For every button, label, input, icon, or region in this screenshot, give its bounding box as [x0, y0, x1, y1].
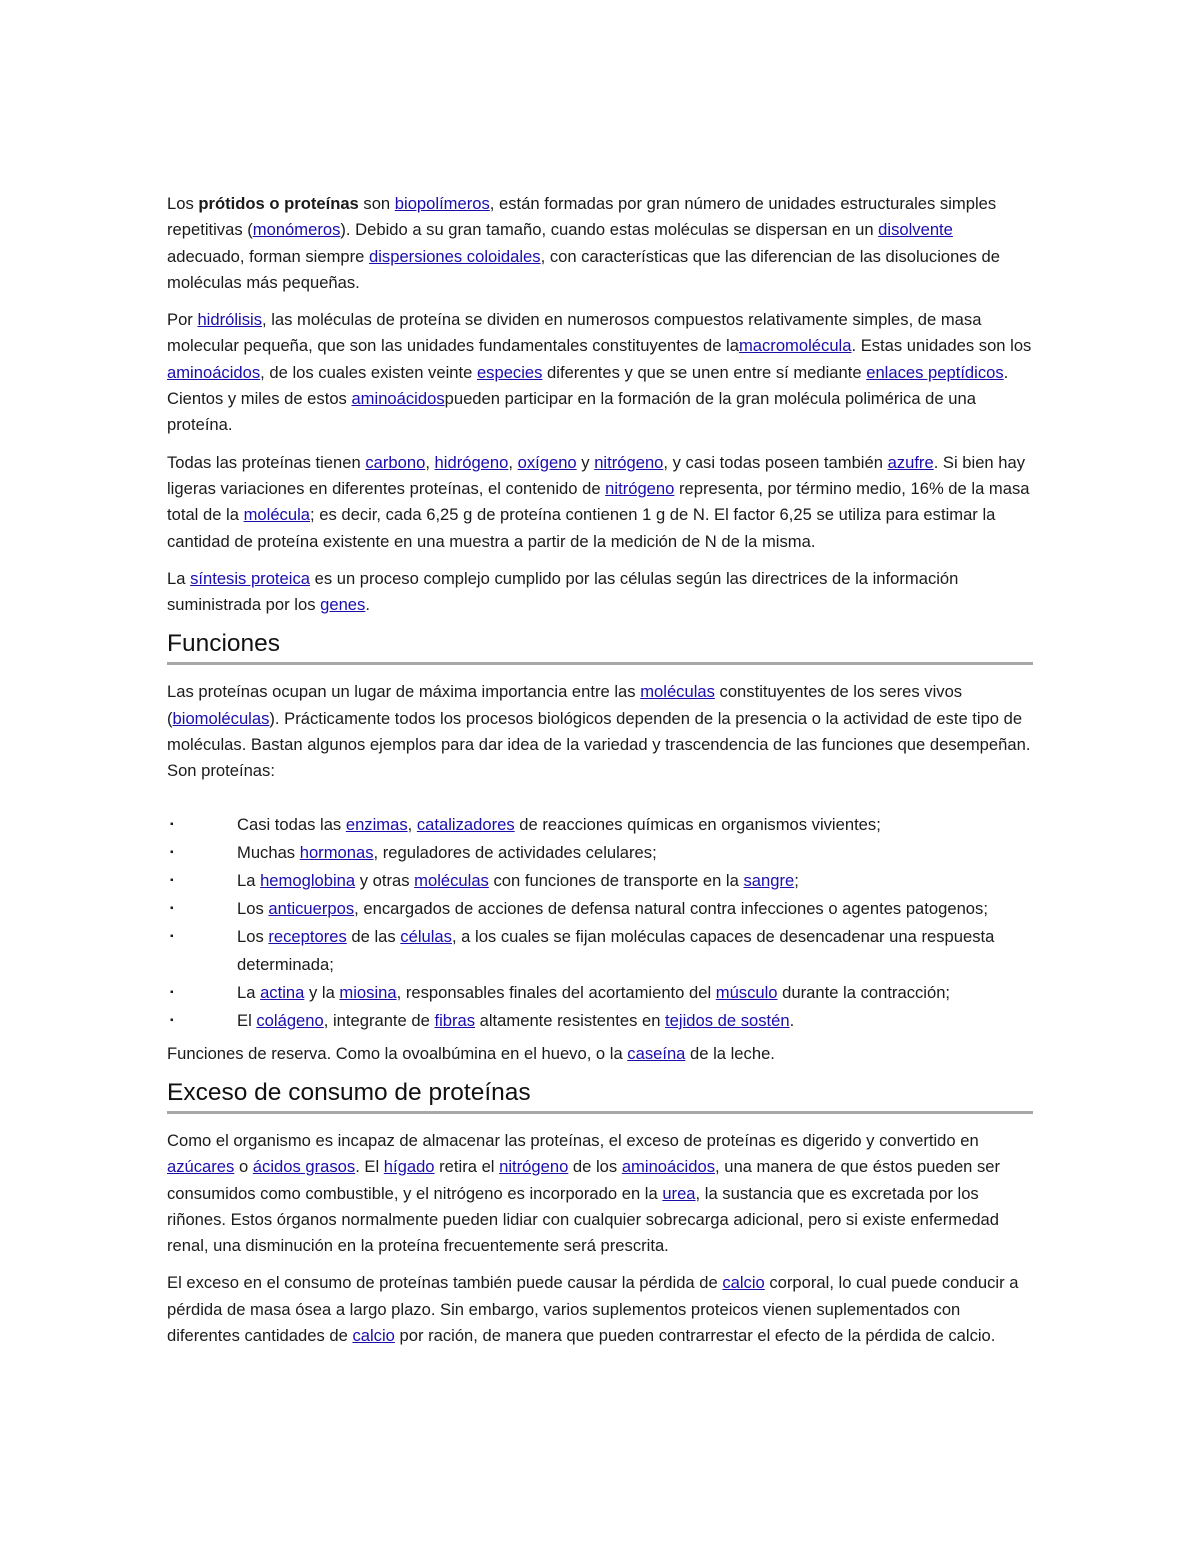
link-catalizadores[interactable]: catalizadores	[416, 814, 515, 834]
text: de las	[346, 926, 401, 946]
text: pueden participar en la formación de la gran molécula polimérica de una proteína.	[167, 389, 976, 435]
text: Los	[237, 898, 269, 918]
text: Funciones de reserva. Como la ovoalbúmina en el huevo, o la	[167, 1043, 628, 1063]
link-enlaces-peptidicos[interactable]: enlaces peptídicos	[866, 362, 1004, 382]
text: Todas las proteínas tienen	[167, 452, 366, 472]
text: corporal, lo cual puede conducir a pérdida de masa ósea a largo plazo. Sin embargo, varios suplementos proteicos vienen suplementados con diferentes cantidades de	[167, 1273, 1019, 1346]
section-heading-funciones: Funciones	[167, 629, 1033, 665]
text: , con características que las diferencian de las disoluciones de moléculas más pequeñas.	[167, 246, 1000, 292]
link-especies[interactable]: especies	[476, 362, 543, 382]
link-tejidos-de-sosten[interactable]: tejidos de sostén	[665, 1010, 790, 1030]
link-nitrogeno[interactable]: nitrógeno	[605, 478, 675, 498]
link-musculo[interactable]: músculo	[715, 982, 778, 1002]
text: Las proteínas ocupan un lugar de máxima importancia entre las	[167, 682, 641, 702]
link-disolvente[interactable]: disolvente	[878, 220, 953, 240]
text: , encargados de acciones de defensa natural contra infecciones o agentes patogenos;	[354, 898, 988, 918]
link-enzimas[interactable]: enzimas	[345, 814, 408, 834]
text: ,	[407, 814, 417, 834]
link-hemoglobina[interactable]: hemoglobina	[260, 870, 356, 890]
link-calcio[interactable]: calcio	[722, 1273, 765, 1293]
link-nitrogeno[interactable]: nitrógeno	[499, 1157, 569, 1177]
text: , responsables finales del acortamiento del	[396, 982, 716, 1002]
text: , una manera de que éstos pueden ser consumidos como combustible, y el nitrógeno es incorporado en la	[167, 1157, 1001, 1203]
link-azucares[interactable]: azúcares	[167, 1157, 235, 1177]
funciones-list	[167, 811, 1033, 1035]
text: de reacciones químicas en organismos vivientes;	[514, 814, 881, 834]
text: La	[167, 568, 191, 588]
intro-paragraph-3	[167, 450, 1033, 555]
link-genes[interactable]: genes	[320, 595, 366, 615]
list-item	[167, 895, 1033, 923]
text: representa, por término medio, 16% de la masa total de la	[167, 478, 1030, 525]
square-bullet-icon: ▪	[170, 818, 174, 830]
text: .	[789, 1010, 795, 1030]
text: adecuado, forman siempre	[167, 246, 370, 266]
link-actina[interactable]: actina	[260, 982, 305, 1002]
link-molecula[interactable]: molécula	[243, 505, 310, 525]
link-fibras[interactable]: fibras	[434, 1010, 476, 1030]
link-aminoacidos[interactable]: aminoácidos	[351, 389, 445, 409]
text: El exceso en el consumo de proteínas también puede causar la pérdida de	[167, 1273, 723, 1293]
text: , están formadas por gran número de unidades estructurales simples repetitivas (	[167, 194, 997, 240]
text: Muchas	[237, 842, 300, 862]
text: , la sustancia que es excretada por los riñones. Estos órganos normalmente pueden lidiar con cualquier sobrecarga adicional, pero si existe enfermedad renal, una disminución en la proteína frecuentemente será prescrita.	[167, 1183, 1000, 1256]
text: La	[237, 870, 261, 890]
text: ,	[425, 452, 435, 472]
section-heading-exceso: Exceso de consumo de proteínas	[167, 1078, 1033, 1114]
exceso-paragraph-2	[167, 1270, 1033, 1349]
text: y otras	[355, 870, 415, 890]
link-carbono[interactable]: carbono	[365, 452, 426, 472]
link-oxigeno[interactable]: oxígeno	[517, 452, 577, 472]
text: La	[237, 982, 261, 1002]
text: ). Debido a su gran tamaño, cuando estas moléculas se dispersan en un	[340, 220, 879, 240]
link-moleculas[interactable]: moléculas	[640, 682, 715, 702]
link-hormonas[interactable]: hormonas	[299, 842, 374, 862]
text: . Si bien hay ligeras variaciones en diferentes proteínas, el contenido de	[167, 452, 1026, 498]
text: con funciones de transporte en la	[488, 870, 744, 890]
link-urea[interactable]: urea	[662, 1183, 696, 1203]
list-item	[167, 1007, 1033, 1035]
link-colageno[interactable]: colágeno	[256, 1010, 324, 1030]
link-anticuerpos[interactable]: anticuerpos	[268, 898, 355, 918]
list-item	[167, 867, 1033, 895]
text: Por	[167, 310, 198, 330]
link-acidos-grasos[interactable]: ácidos grasos	[252, 1157, 356, 1177]
bold-term: prótidos o proteínas	[198, 194, 359, 213]
link-biomoleculas[interactable]: biomoléculas	[172, 708, 270, 728]
text: altamente resistentes en	[475, 1010, 666, 1030]
link-macromolecula[interactable]: macromolécula	[738, 336, 852, 356]
text: ). Prácticamente todos los procesos biológicos dependen de la presencia o la actividad de este tipo de moléculas. Bastan algunos ejemplos para dar idea de la variedad y trascendencia de las funciones que desempeñan. Son proteínas:	[167, 708, 1031, 781]
text: Casi todas las	[237, 814, 346, 834]
text: Como el organismo es incapaz de almacenar las proteínas, el exceso de proteínas es digerido y convertido en	[167, 1130, 979, 1150]
text: , las moléculas de proteína se dividen en numerosos compuestos relativamente simples, de masa molecular pequeña, que son las unidades fundamentales constituyentes de la	[167, 310, 982, 356]
funciones-paragraph-2	[167, 1041, 1033, 1067]
text: . El	[355, 1157, 384, 1177]
text: por ración, de manera que pueden contrarrestar el efecto de la pérdida de calcio.	[394, 1326, 996, 1346]
link-nitrogeno[interactable]: nitrógeno	[594, 452, 664, 472]
link-aminoacidos[interactable]: aminoácidos	[621, 1157, 715, 1177]
text: Los	[237, 926, 269, 946]
text: diferentes y que se unen entre sí mediante	[542, 362, 867, 382]
text: . Cientos y miles de estos	[167, 362, 1009, 409]
text: , a los cuales se fijan moléculas capaces de desencadenar una respuesta determinada;	[237, 926, 995, 974]
text: Los	[167, 194, 199, 213]
link-caseina[interactable]: caseína	[627, 1043, 686, 1063]
intro-paragraph-4	[167, 566, 1033, 619]
text: retira el	[434, 1157, 500, 1177]
link-sintesis-proteica[interactable]: síntesis proteica	[190, 568, 310, 588]
square-bullet-icon: ▪	[170, 874, 174, 886]
text: o	[234, 1157, 253, 1177]
list-item	[167, 979, 1033, 1007]
text: y la	[304, 982, 340, 1002]
link-dispersiones-coloidales[interactable]: dispersiones coloidales	[369, 246, 541, 266]
text: .	[365, 595, 370, 615]
text: , de los cuales existen veinte	[260, 362, 477, 382]
list-item	[167, 811, 1033, 839]
text: y	[576, 452, 595, 472]
text: ,	[508, 452, 518, 472]
text: ; es decir, cada 6,25 g de proteína contienen 1 g de N. El factor 6,25 se utiliza para estimar la cantidad de proteína existente en una muestra a partir de la medición de N de la misma.	[167, 505, 996, 551]
text: de los	[568, 1157, 622, 1177]
link-hidrogeno[interactable]: hidrógeno	[434, 452, 509, 472]
link-biopolimeros[interactable]: biopolímeros	[394, 194, 490, 213]
intro-paragraph-1	[167, 191, 1033, 296]
exceso-paragraph-1	[167, 1128, 1033, 1259]
text: de la leche.	[685, 1043, 775, 1063]
text: es un proceso complejo cumplido por las células según las directrices de la información suministrada por los	[167, 568, 959, 615]
intro-paragraph-2	[167, 307, 1033, 438]
link-moleculas[interactable]: moléculas	[414, 870, 489, 890]
link-aminoacidos[interactable]: aminoácidos	[167, 362, 261, 382]
square-bullet-icon: ▪	[170, 902, 174, 914]
link-sangre[interactable]: sangre	[743, 870, 795, 890]
text: durante la contracción;	[777, 982, 951, 1002]
text: El	[237, 1010, 257, 1030]
square-bullet-icon: ▪	[170, 930, 174, 942]
list-item	[167, 839, 1033, 867]
text: ;	[794, 870, 799, 890]
funciones-paragraph-1	[167, 679, 1033, 784]
document-page	[167, 191, 1033, 1360]
text: , y casi todas poseen también	[663, 452, 888, 472]
link-calcio[interactable]: calcio	[352, 1326, 395, 1346]
link-receptores[interactable]: receptores	[268, 926, 347, 946]
square-bullet-icon: ▪	[170, 986, 174, 998]
square-bullet-icon: ▪	[170, 846, 174, 858]
link-miosina[interactable]: miosina	[339, 982, 397, 1002]
text: . Estas unidades son los	[851, 336, 1032, 356]
link-celulas[interactable]: células	[400, 926, 452, 946]
link-higado[interactable]: hígado	[383, 1157, 435, 1177]
list-item	[167, 923, 1033, 979]
square-bullet-icon: ▪	[170, 1014, 174, 1026]
link-monomeros[interactable]: monómeros	[252, 220, 341, 240]
text: constituyentes de los seres vivos (	[167, 682, 963, 728]
link-hidrolisis[interactable]: hidrólisis	[197, 310, 262, 330]
text: , reguladores de actividades celulares;	[373, 842, 657, 862]
link-azufre[interactable]: azufre	[887, 452, 934, 472]
text: son	[358, 194, 395, 213]
text: , integrante de	[323, 1010, 435, 1030]
